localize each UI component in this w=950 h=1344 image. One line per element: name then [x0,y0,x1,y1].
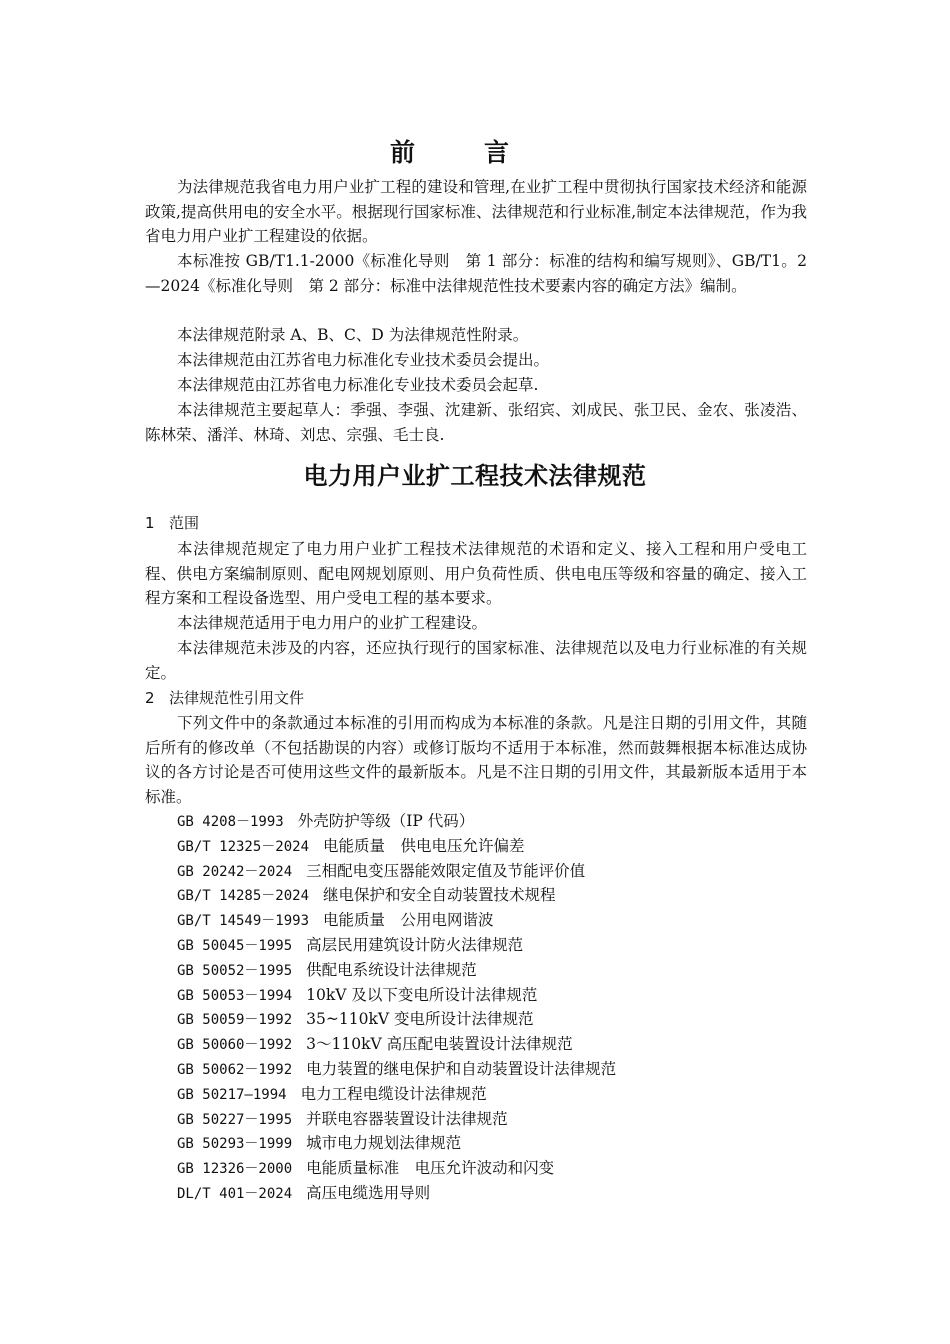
document-title: 电力用户业扩工程技术法律规范 [303,462,647,490]
reference-item [177,1181,616,1206]
reference-code: GB 4208－1993 [177,814,284,830]
preface-paragraph-proposer: 本法律规范由江苏省电力标准化专业技术委员会提出。 [177,351,550,369]
reference-item [177,809,616,834]
section-1-paragraph-other-standards: 本法律规范未涉及的内容，还应执行现行的国家标准、法律规范以及电力行业标准的有关规定。 [145,639,807,682]
reference-name: 电力装置的继电保护和自动装置设计法律规范 [306,1059,617,1078]
reference-name: 高层民用建筑设计防火法律规范 [306,935,524,954]
preface-paragraph-purpose: 为法律规范我省电力用户业扩工程的建设和管理,在业扩工程中贯彻执行国家技术经济和能源政策,提高供用电的安全水平。根据现行国家标准、法律规范和行业标准,制定本法律规范，作为我省电力用户业扩工程建设的依据。 [145,178,807,245]
reference-code: GB 50062－1992 [177,1061,293,1078]
reference-name: 电能质量标准 电压允许波动和闪变 [306,1159,555,1178]
reference-item [177,908,616,933]
reference-list [177,809,616,1206]
section-1-paragraph-applicability: 本法律规范适用于电力用户的业扩工程建设。 [177,614,488,632]
section-number: 1 [145,514,155,532]
preface-title: 前 言 [389,138,531,167]
reference-name: 电能质量 公用电网谐波 [323,911,494,930]
preface-paragraph-drafting-basis: 本标准按 GB/T1.1-2000《标准化导则 第 1 部分：标准的结构和编写规则》、GB/T1。2—2024《标准化导则 第 2 部分：标准中法律规范性技术要素内容的确定方法》编制。 [145,252,807,295]
preface-paragraph-drafter: 本法律规范由江苏省电力标准化专业技术委员会起草. [177,376,539,394]
reference-item [177,1082,616,1107]
reference-code: GB 12326－2000 [177,1161,293,1178]
reference-name: 城市电力规划法律规范 [306,1134,462,1153]
reference-item [177,983,616,1008]
section-1-paragraph-scope: 本法律规范规定了电力用户业扩工程技术法律规范的术语和定义、接入工程和用户受电工程、供电方案编制原则、配电网规划原则、用户负荷性质、供电电压等级和容量的确定、接入工程方案和工程设备选型、用户受电工程的基本要求。 [145,540,807,607]
reference-item [177,834,616,859]
reference-code: GB 20242－2024 [177,863,293,880]
reference-item [177,933,616,958]
reference-code: GB 50227－1995 [177,1111,293,1128]
reference-item [177,1032,616,1057]
reference-code: DL/T 401－2024 [177,1185,293,1202]
reference-code: GB 50059－1992 [177,1012,293,1029]
section-title: 范围 [169,514,200,532]
section-number: 2 [145,689,155,707]
reference-item [177,1057,616,1082]
reference-code: GB 50045－1995 [177,937,293,954]
reference-code: GB 50293－1999 [177,1136,293,1153]
reference-code: GB/T 14549－1993 [177,913,310,930]
reference-code: GB/T 12325－2024 [177,838,310,855]
reference-item [177,883,616,908]
reference-name: 3～110kV 高压配电装置设计法律规范 [306,1035,573,1054]
reference-name: 35~110kV 变电所设计法律规范 [306,1010,534,1029]
reference-name: 继电保护和安全自动装置技术规程 [323,886,556,905]
reference-code: GB/T 14285－2024 [177,888,310,905]
reference-item [177,1131,616,1156]
reference-item [177,1107,616,1132]
preface-paragraph-appendix: 本法律规范附录 A、B、C、D 为法律规范性附录。 [177,326,529,344]
preface-paragraph-authors: 本法律规范主要起草人：季强、李强、沈建新、张绍宾、刘成民、张卫民、金农、张凌浩、陈林荣、潘洋、林琦、刘忠、宗强、毛士良. [145,401,807,444]
section-2-paragraph-references: 下列文件中的条款通过本标准的引用而构成为本标准的条款。凡是注日期的引用文件，其随后所有的修改单（不包括勘误的内容）或修订版均不适用于本标准，然而鼓舞根据本标准达成协议的各方讨论是否可使用这些文件的最新版本。凡是不注日期的引用文件，其最新版本适用于本标准。 [145,714,807,806]
reference-name: 电能质量 供电电压允许偏差 [323,836,525,855]
reference-item [177,859,616,884]
reference-name: 10kV 及以下变电所设计法律规范 [306,985,538,1004]
reference-name: 高压电缆选用导则 [306,1183,431,1202]
reference-code: GB 50052－1995 [177,962,293,979]
reference-item [177,958,616,983]
reference-item [177,1007,616,1032]
section-title: 法律规范性引用文件 [169,689,305,707]
reference-name: 外壳防护等级（IP 代码） [297,812,475,830]
reference-name: 三相配电变压器能效限定值及节能评价值 [306,861,586,880]
reference-name: 供配电系统设计法律规范 [306,960,477,979]
section-1-heading [145,511,199,536]
reference-code: GB 50053－1994 [177,987,293,1004]
reference-item [177,1156,616,1181]
reference-code: GB 50217—1994 [177,1086,287,1103]
reference-code: GB 50060－1992 [177,1037,293,1054]
reference-name: 电力工程电缆设计法律规范 [300,1084,487,1103]
section-2-heading [145,686,304,711]
reference-name: 并联电容器装置设计法律规范 [306,1109,508,1128]
